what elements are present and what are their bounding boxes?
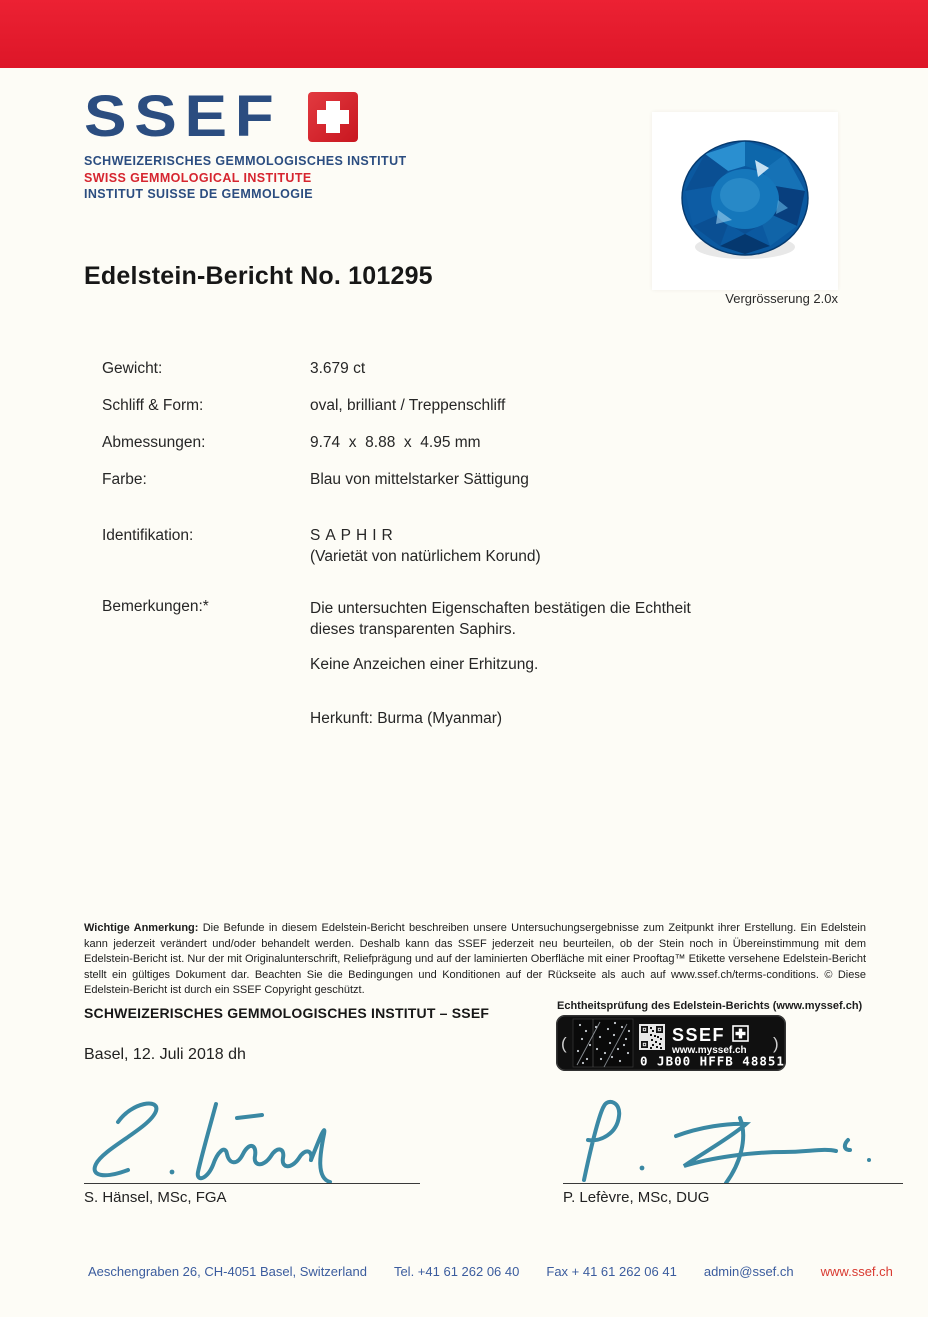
field-row-weight xyxy=(102,360,365,378)
signer-name-left: S. Hänsel, MSc, FGA xyxy=(84,1189,227,1206)
signature-line-right xyxy=(563,1183,903,1184)
swiss-cross-icon xyxy=(308,92,358,142)
field-label: Bemerkungen:* xyxy=(102,598,209,615)
bubble-seal-pattern xyxy=(573,1019,633,1067)
field-label: Abmessungen: xyxy=(102,434,206,451)
footer-email: admin@ssef.ch xyxy=(703,1264,794,1279)
field-row-cut-shape xyxy=(102,397,505,415)
remarks-text xyxy=(310,598,691,729)
signer-name-right: P. Lefèvre, MSc, DUG xyxy=(563,1189,710,1206)
top-red-band xyxy=(0,0,928,68)
field-value: Blau von mittelstarker Sättigung xyxy=(310,471,529,488)
remarks-line: Herkunft: Burma (Myanmar) xyxy=(310,710,503,727)
footer-website: www.ssef.ch xyxy=(820,1264,893,1279)
sapphire-gem-image xyxy=(658,116,832,286)
issue-date-line: Basel, 12. Juli 2018 dh xyxy=(84,1046,246,1063)
field-row-identification xyxy=(102,527,541,566)
ssef-logo xyxy=(84,84,407,201)
svg-text:): ) xyxy=(773,1034,779,1053)
field-label: Gewicht: xyxy=(102,360,163,377)
qr-code xyxy=(639,1024,665,1050)
field-value: 3.679 ct xyxy=(310,360,366,377)
seal-url: www.myssef.ch xyxy=(672,1045,747,1056)
swiss-cross-bar xyxy=(317,110,349,124)
field-label: Identifikation: xyxy=(102,527,194,544)
logo-subtitle-french: INSTITUT SUISSE DE GEMMOLOGIE xyxy=(84,187,313,201)
contact-footer xyxy=(88,1264,893,1279)
remarks-line: Keine Anzeichen einer Erhitzung. xyxy=(310,656,539,673)
svg-text:(: ( xyxy=(561,1034,567,1053)
institute-name-line: SCHWEIZERISCHES GEMMOLOGISCHES INSTITUT – SSEF xyxy=(84,1005,490,1021)
identification-subvalue: (Varietät von natürlichem Korund) xyxy=(310,548,541,565)
field-row-color xyxy=(102,471,529,489)
seal-code: 0 JB00 HFFB 48851 xyxy=(640,1053,785,1069)
important-note xyxy=(84,921,866,999)
footer-tel: Tel. +41 61 262 06 40 xyxy=(393,1264,520,1279)
identification-value: SAPHIR xyxy=(310,527,398,544)
field-row-measurements xyxy=(102,434,481,452)
remarks-line: dieses transparenten Saphirs. xyxy=(310,621,516,638)
footer-fax: Fax + 41 61 262 06 41 xyxy=(546,1264,677,1279)
remarks-line: Die untersuchten Eigenschaften bestätigen die Echtheit xyxy=(310,600,691,617)
important-note-text: Die Befunde in diesem Edelstein-Bericht beschreiben unsere Untersuchungsergebnisse zum Zeitpunkt ihrer Erstellung. Ein Edelstein kann jederzeit verändert und/oder behandelt werden. Deshalb kann das SSEF jederzeit neu beurteilen, ob der Stein noch in Übereinstimmung mit dem Edelstein-Bericht ist. Nur der mit Originalunterschrift, Reliefprägung und auf der laminierten Oberfläche mit einer Prooftag™ Etikette versehene Edelstein-Bericht stellt ein gültiges Dokument dar. Beachten Sie die Bedingungen und Konditionen auf der Rückseite als auch auf www.ssef.ch/terms-conditions. © Diese Edelstein-Bericht ist durch ein SSEF Copyright geschützt. xyxy=(84,922,866,997)
authenticity-caption: Echtheitsprüfung des Edelstein-Berichts (www.myssef.ch) xyxy=(557,1000,863,1012)
magnification-caption: Vergrösserung 2.0x xyxy=(725,291,838,306)
field-label: Schliff & Form: xyxy=(102,397,204,414)
gem-photo xyxy=(652,112,838,290)
field-value: oval, brilliant / Treppenschliff xyxy=(310,397,506,414)
signature-line-left xyxy=(84,1183,420,1184)
important-note-prefix: Wichtige Anmerkung: xyxy=(84,922,199,934)
field-row-remarks xyxy=(102,598,310,616)
report-title: Edelstein-Bericht No. 101295 xyxy=(84,262,433,290)
field-value: 9.74 x 8.88 x 4.95 mm xyxy=(310,434,481,451)
field-label: Farbe: xyxy=(102,471,147,488)
signature-left xyxy=(76,1096,386,1189)
logo-subtitle-english: SWISS GEMMOLOGICAL INSTITUTE xyxy=(84,170,312,185)
ssef-logo-wordmark: SSEF xyxy=(84,84,282,149)
signature-right xyxy=(548,1096,878,1189)
footer-address: Aeschengraben 26, CH-4051 Basel, Switzerland xyxy=(88,1264,367,1279)
seal-brand: SSEF xyxy=(672,1025,726,1045)
prooftag-security-label xyxy=(556,1015,786,1076)
logo-subtitle-german: SCHWEIZERISCHES GEMMOLOGISCHES INSTITUT xyxy=(84,154,407,168)
